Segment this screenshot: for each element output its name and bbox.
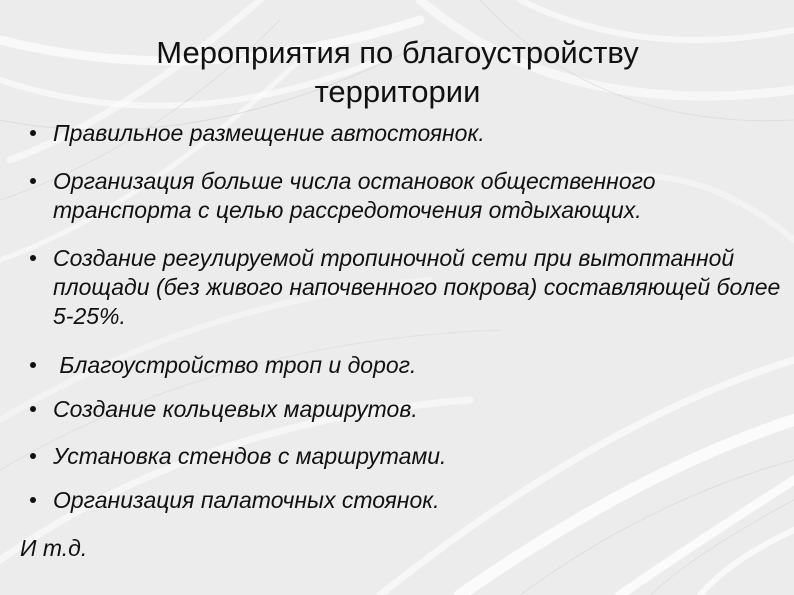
title-line-2: территории [314,74,481,109]
list-item [30,351,794,380]
list-item-text: Установка стендов с маршрутами. [53,443,447,469]
bullet-icon [30,406,36,412]
list-item [30,119,794,148]
title-line-1: Мероприятия по благоустройству [156,35,639,70]
bullet-icon [30,497,36,503]
list-item-text: Создание кольцевых маршрутов. [53,396,418,422]
list-item-text: Благоустройство троп и дорог. [53,352,417,378]
bullet-icon [30,362,36,368]
bullet-icon [30,130,36,136]
bullet-icon [30,255,36,261]
bullet-icon [30,453,36,459]
list-item-text: Создание регулируемой тропиночной сети при вытоптанной площади (без живого напочвенного покрова) составляющей более 5-25%. [53,245,781,329]
slide-title [60,33,735,111]
list-item [30,167,794,225]
list-item [30,486,794,515]
list-item [30,395,794,424]
list-item [30,244,794,331]
list-item [30,442,794,471]
list-item-text: Организация палаточных стоянок. [53,487,440,513]
footer-text: И т.д. [20,535,88,561]
bullet-icon [30,178,36,184]
list-item-text: Организация больше числа остановок общественного транспорта с целью рассредоточения отдыхающих. [53,168,656,223]
list-item-text: Правильное размещение автостоянок. [53,120,485,146]
